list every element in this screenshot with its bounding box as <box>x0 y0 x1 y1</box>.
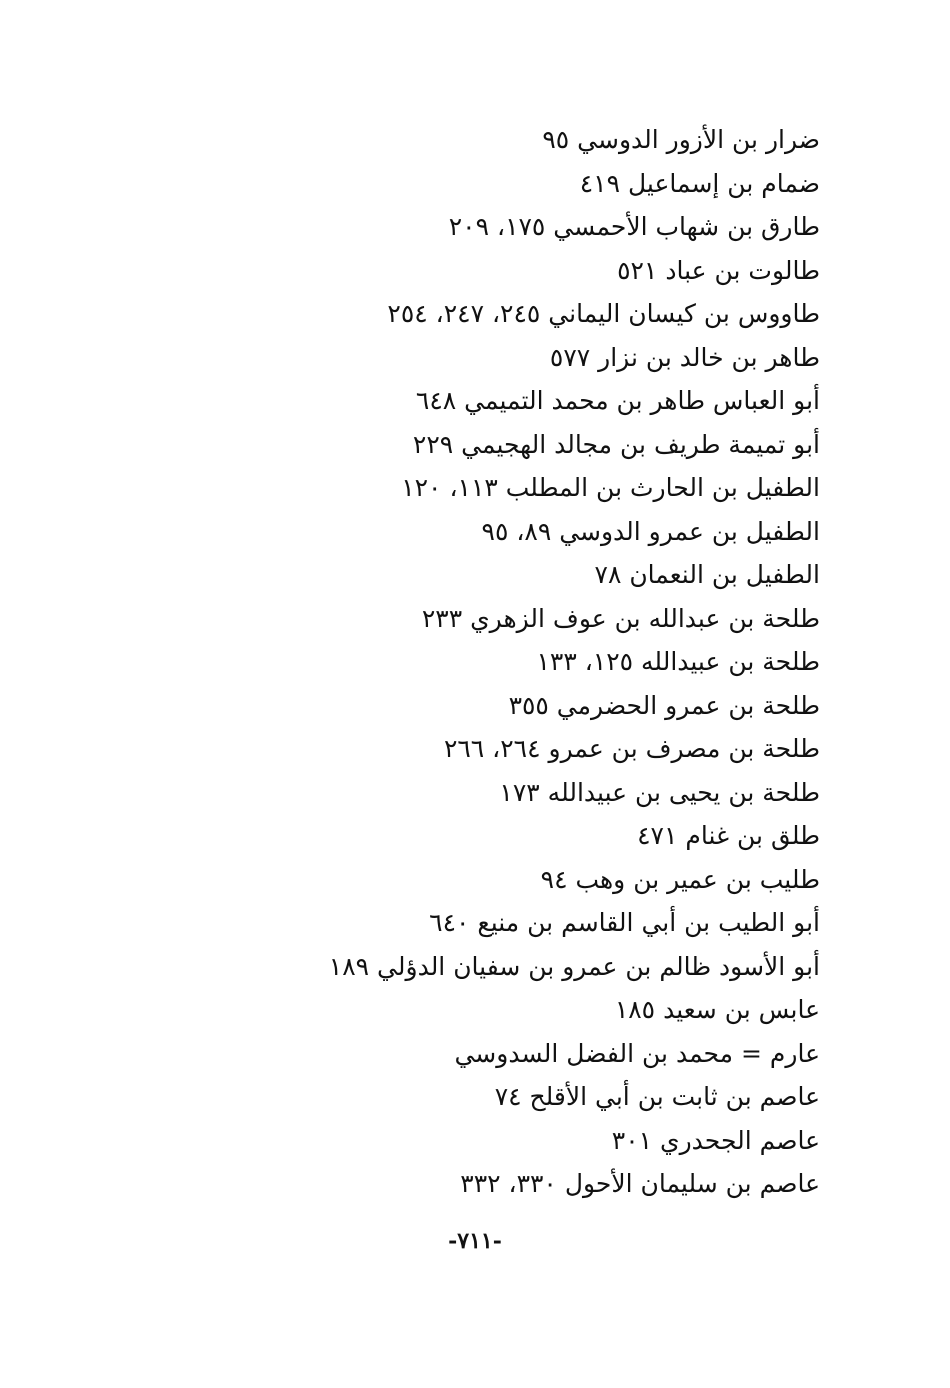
index-entry: الطفيل بن عمرو الدوسي ٨٩، ٩٥ <box>481 516 820 546</box>
index-entry: طاهر بن خالد بن نزار ٥٧٧ <box>549 342 820 372</box>
index-entry: طارق بن شهاب الأحمسي ١٧٥، ٢٠٩ <box>448 212 820 241</box>
index-entry: طلق بن غنام ٤٧١ <box>637 821 820 850</box>
index-entry: أبو تميمة طريف بن مجالد الهجيمي ٢٢٩ <box>412 429 820 459</box>
index-entry: طلحة بن عبدالله بن عوف الزهري ٢٣٣ <box>421 603 820 633</box>
index-entry: عابس بن سعيد ١٨٥ <box>614 995 820 1024</box>
index-entry: أبو الأسود ظالم بن عمرو بن سفيان الدؤلي ١٨٩ <box>328 951 820 981</box>
index-entry: طلحة بن مصرف بن عمرو ٢٦٤، ٢٦٦ <box>443 734 820 763</box>
index-entry: طليب بن عمير بن وهب ٩٤ <box>540 864 820 894</box>
index-entry: طاووس بن كيسان اليماني ٢٤٥، ٢٤٧، ٢٥٤ <box>387 299 820 328</box>
index-entry: عاصم الجحدري ٣٠١ <box>611 1125 820 1155</box>
index-entry: عاصم بن ثابت بن أبي الأقلح ٧٤ <box>494 1082 820 1111</box>
index-entry-list <box>328 118 820 1206</box>
index-entry: أبو العباس طاهر بن محمد التميمي ٦٤٨ <box>415 386 820 415</box>
index-entry: ضمام بن إسماعيل ٤١٩ <box>579 168 820 198</box>
index-entry: أبو الطيب بن أبي القاسم بن منيع ٦٤٠ <box>429 908 820 937</box>
index-entry: طلحة بن عمرو الحضرمي ٣٥٥ <box>508 690 820 720</box>
index-entry: عاصم بن سليمان الأحول ٣٣٠، ٣٣٢ <box>460 1169 820 1198</box>
index-entry: عارم = محمد بن الفضل السدوسي <box>454 1038 820 1068</box>
index-entry: طلحة بن عبيدالله ١٢٥، ١٣٣ <box>536 647 820 676</box>
index-entry: طالوت بن عباد ٥٢١ <box>617 255 820 285</box>
index-entry: طلحة بن يحيى بن عبيدالله ١٧٣ <box>499 777 820 807</box>
index-entry: الطفيل بن الحارث بن المطلب ١١٣، ١٢٠ <box>401 473 820 502</box>
index-entry: الطفيل بن النعمان ٧٨ <box>594 560 820 589</box>
page-number: -٧١١- <box>448 1228 502 1254</box>
index-entry: ضرار بن الأزور الدوسي ٩٥ <box>542 125 820 154</box>
